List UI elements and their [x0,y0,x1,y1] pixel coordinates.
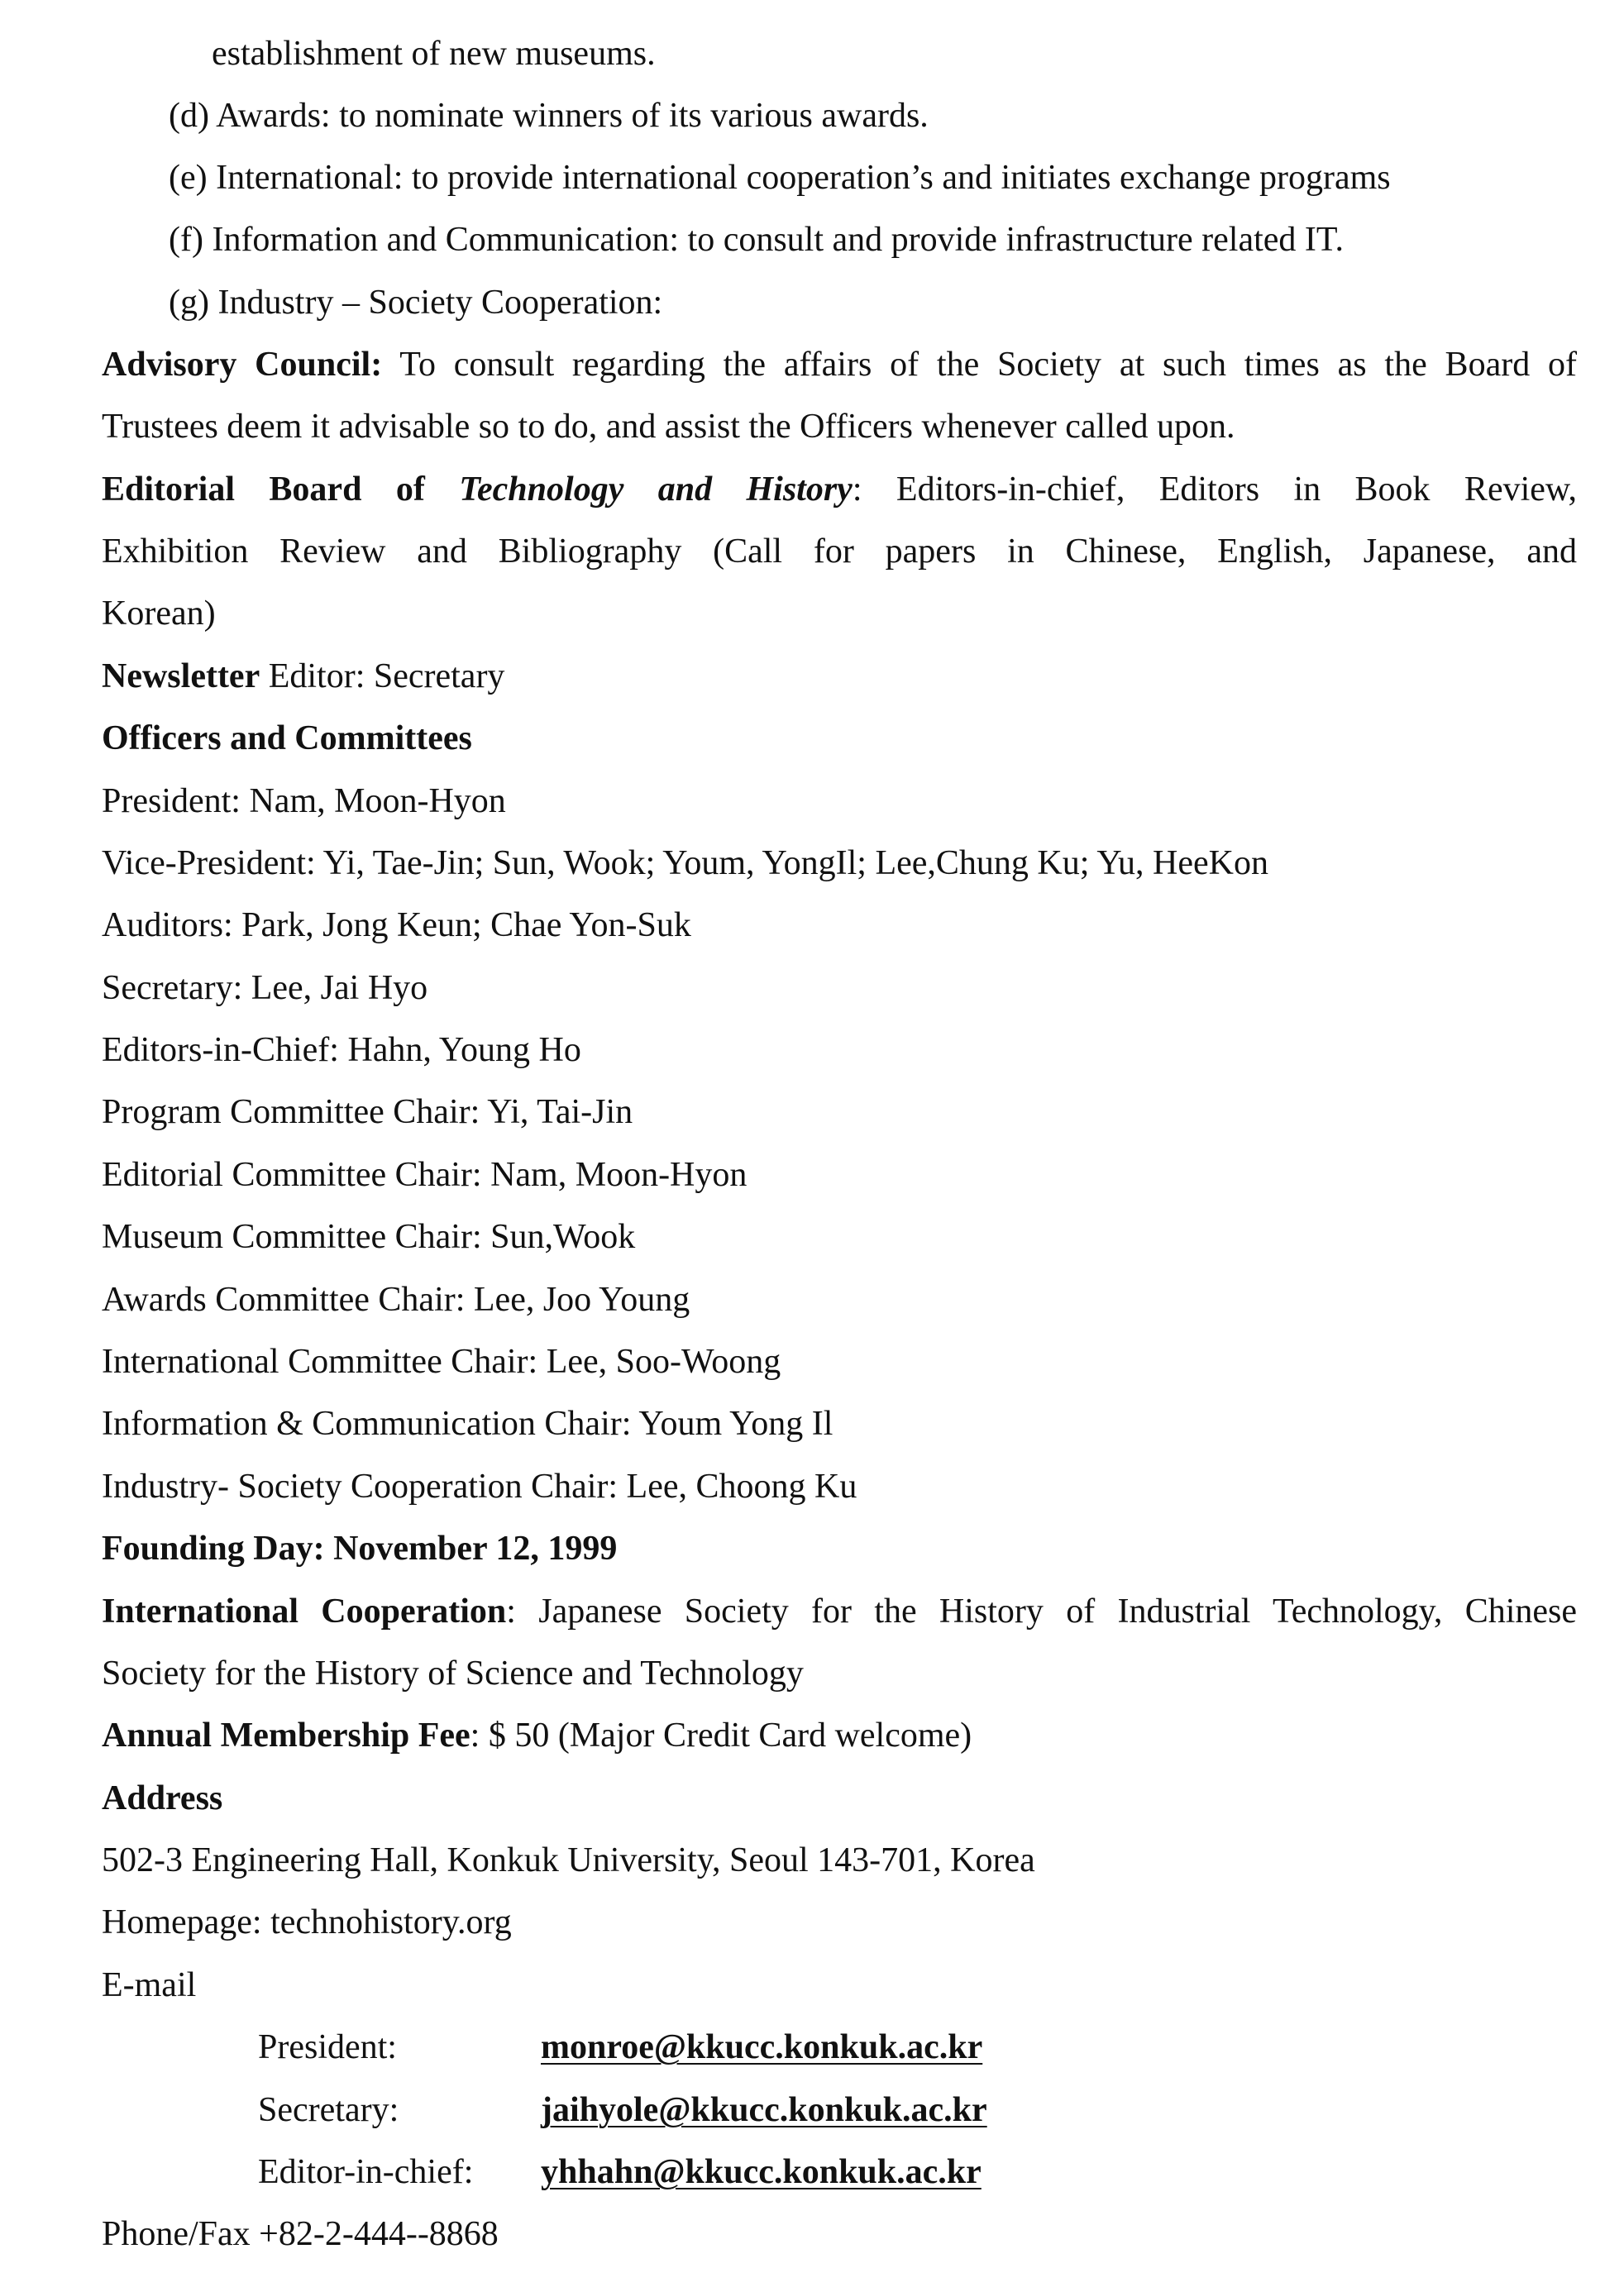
email-role-editor-in-chief: Editor-in-chief: [258,2153,474,2191]
officer-line: Editorial Committee Chair: Nam, Moon-Hyon [102,1156,748,1194]
committee-item: establishment of new museums. [212,35,656,73]
officer-line: International Committee Chair: Lee, Soo-Woong [102,1343,781,1381]
international-cooperation-text: : Japanese Society for the History of Industrial Technology, Chinese [506,1592,1578,1631]
email-link-president[interactable]: monroe@kkucc.konkuk.ac.kr [541,2028,983,2066]
officer-line: Information & Communication Chair: Youm Yong Il [102,1405,833,1443]
editorial-board-text-line2: Exhibition Review and Bibliography (Call for papers in Chinese, English, Japanese, and [102,532,1577,571]
journal-title: Technology and History [459,470,853,509]
address-heading: Address [102,1779,223,1817]
editorial-board-text: : Editors-in-chief, Editors in Book Review, [852,470,1578,509]
international-cooperation-label: International Cooperation [102,1592,507,1631]
phone-fax: Phone/Fax +82-2-444--8868 [102,2215,499,2253]
officer-line: Auditors: Park, Jong Keun; Chae Yon-Suk [102,906,691,944]
committee-item: (e) International: to provide international cooperation’s and initiates exchange programs [169,159,1391,197]
officers-heading: Officers and Committees [102,719,472,757]
committee-item: (g) Industry – Society Cooperation: [169,284,663,322]
newsletter-line [102,656,1577,697]
email-link-secretary[interactable]: jaihyole@kkucc.konkuk.ac.kr [541,2091,987,2129]
membership-fee-label: Annual Membership Fee [102,1717,470,1755]
email-role-president: President: [258,2028,397,2066]
advisory-council-text-line2: Trustees deem it advisable so to do, and assist the Officers whenever called upon. [102,408,1235,446]
officer-line: Industry- Society Cooperation Chair: Lee, Choong Ku [102,1468,857,1506]
officer-line: Secretary: Lee, Jai Hyo [102,969,428,1007]
founding-day: Founding Day: November 12, 1999 [102,1530,618,1568]
membership-fee-text: : $ 50 (Major Credit Card welcome) [470,1717,972,1755]
email-label: E-mail [102,1966,197,2004]
email-role-secretary: Secretary: [258,2091,399,2129]
email-link-editor-in-chief[interactable]: yhhahn@kkucc.konkuk.ac.kr [541,2153,982,2191]
editorial-board-text-line3: Korean) [102,594,216,633]
officer-line: Museum Committee Chair: Sun,Wook [102,1218,636,1256]
advisory-council-line [102,344,1577,385]
committee-item: (f) Information and Communication: to consult and provide infrastructure related IT. [169,221,1344,259]
committee-item: (d) Awards: to nominate winners of its various awards. [169,97,929,135]
officer-line: Awards Committee Chair: Lee, Joo Young [102,1281,690,1319]
editorial-board-label: Editorial Board of [102,470,460,509]
membership-fee-line [102,1715,1577,1756]
officer-line: Editors-in-Chief: Hahn, Young Ho [102,1031,581,1069]
advisory-council-text: To consult regarding the affairs of the Society at such times as the Board of [382,346,1578,384]
international-cooperation-line [102,1591,1577,1632]
officer-line: Program Committee Chair: Yi, Tai-Jin [102,1093,633,1131]
international-cooperation-text-line2: Society for the History of Science and Technology [102,1655,804,1693]
advisory-council-label: Advisory Council: [102,346,383,384]
newsletter-text: Editor: Secretary [260,657,505,695]
newsletter-label: Newsletter [102,657,260,695]
editorial-board-line [102,469,1577,510]
homepage: Homepage: technohistory.org [102,1903,512,1941]
officer-line: President: Nam, Moon-Hyon [102,782,506,820]
street-address: 502-3 Engineering Hall, Konkuk University, Seoul 143-701, Korea [102,1841,1035,1879]
officer-line: Vice-President: Yi, Tae-Jin; Sun, Wook; Youm, YongIl; Lee,Chung Ku; Yu, HeeKon [102,844,1268,882]
